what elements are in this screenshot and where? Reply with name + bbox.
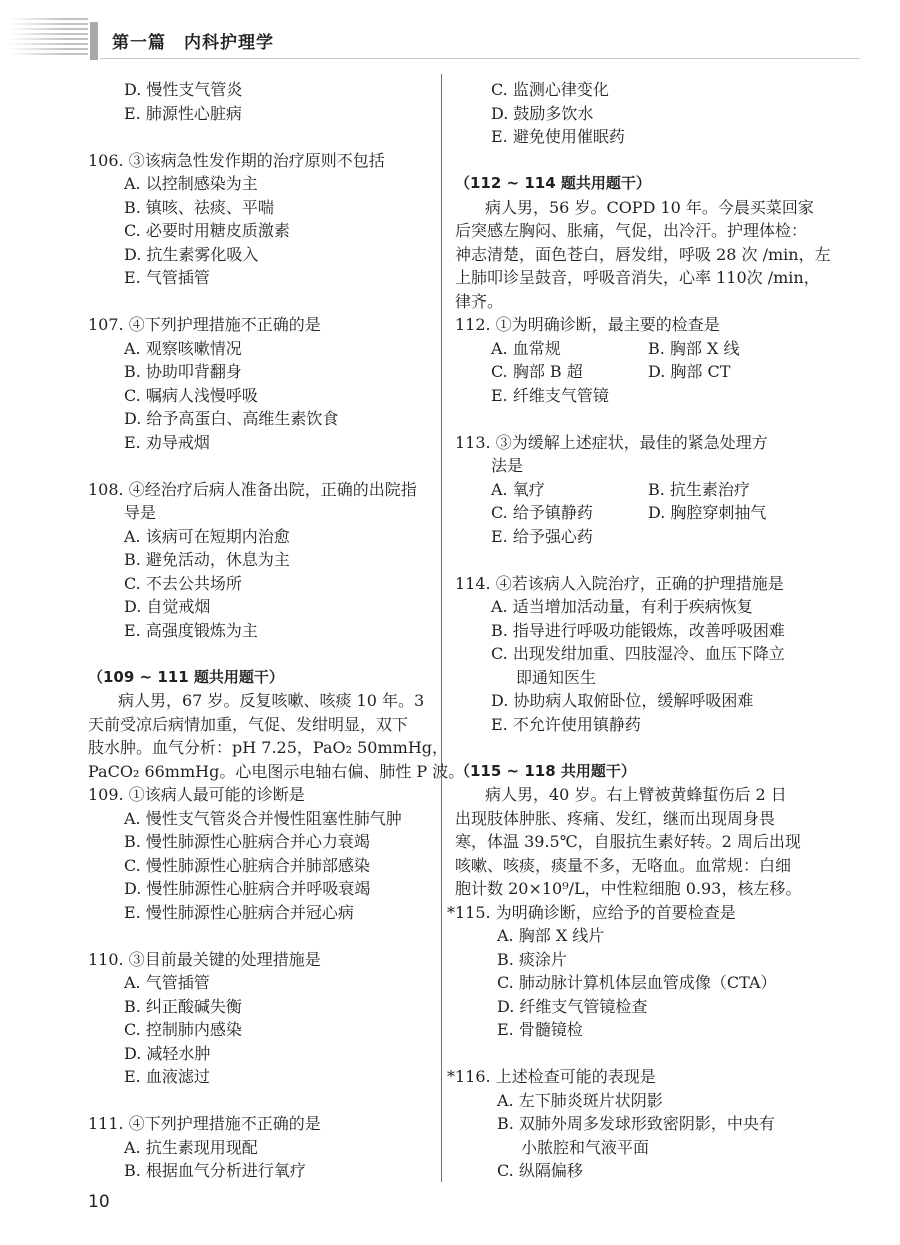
option: A. 观察咳嗽情况 [124, 338, 242, 358]
option-row [455, 360, 805, 384]
option: C. 给予镇静药 [491, 503, 593, 522]
option: B. 避免活动，休息为主 [124, 550, 290, 569]
option: E. 纤维支气管镜 [491, 385, 609, 405]
option: D. 给予高蛋白、高维生素饮食 [124, 409, 339, 428]
option: B. 双肺外周多发球形致密阴影，中央有 [497, 1114, 775, 1133]
option-cont: 小脓腔和气液平面 [521, 1137, 650, 1157]
option: D. 减轻水肿 [124, 1043, 211, 1063]
option: C. 不去公共场所 [124, 573, 242, 593]
option: D. 纤维支气管镜检查 [497, 996, 648, 1016]
option: A. 胸部 X 线片 [497, 926, 605, 945]
option-row [455, 501, 805, 525]
option: B. 镇咳、祛痰、平喘 [124, 197, 274, 217]
option: E. 慢性肺源性心脏病合并冠心病 [124, 902, 354, 922]
option: D. 胸部 CT [648, 362, 731, 381]
option: B. 胸部 X 线 [648, 338, 740, 358]
group-title-112-114: （112 ~ 114 题共用题干） [455, 174, 651, 192]
option: D. 自觉戒烟 [124, 597, 211, 616]
option: E. 给予强心药 [491, 526, 593, 546]
option: C. 出现发绀加重、四肢湿冷、血压下降立 [491, 644, 785, 663]
option-row [455, 478, 805, 502]
option: D. 慢性肺源性心脏病合并呼吸衰竭 [124, 879, 371, 898]
question-114: 114. ④若该病人入院治疗，正确的护理措施是 [455, 573, 784, 593]
option: C. 必要时用糖皮质激素 [124, 221, 290, 240]
option: E. 肺源性心脏病 [124, 103, 242, 123]
option: B. 痰涂片 [497, 949, 567, 969]
case-stem-line: 出现肢体肿胀、疼痛、发红，继而出现周身畏 [455, 808, 776, 828]
question-106: 106. ③该病急性发作期的治疗原则不包括 [88, 150, 385, 170]
case-stem-line: 寒，体温 39.5℃，自服抗生素好转。2 周后出现 [455, 832, 801, 851]
option: A. 该病可在短期内治愈 [124, 526, 290, 546]
case-stem-line: 病人男，67 岁。反复咳嗽、咳痰 10 年。3 [118, 691, 425, 710]
option: C. 纵隔偏移 [497, 1161, 583, 1180]
option: A. 氧疗 [491, 479, 545, 499]
question-116: *116. 上述检查可能的表现是 [447, 1067, 656, 1086]
question-115: *115. 为明确诊断，应给予的首要检查是 [447, 902, 736, 922]
option: E. 劝导戒烟 [124, 432, 210, 452]
option: C. 嘱病人浅慢呼吸 [124, 385, 258, 405]
case-stem-line: 病人男，40 岁。右上臂被黄蜂蜇伤后 2 日 [485, 785, 787, 804]
option: E. 骨髓镜检 [497, 1020, 583, 1039]
option: A. 左下肺炎斑片状阴影 [497, 1090, 663, 1110]
option: B. 指导进行呼吸功能锻炼，改善呼吸困难 [491, 620, 785, 640]
question-113: 113. ③为缓解上述症状，最佳的紧急处理方 [455, 432, 768, 452]
option: E. 气管插管 [124, 268, 210, 287]
option: A. 以控制感染为主 [124, 174, 258, 193]
option: D. 抗生素雾化吸入 [124, 244, 259, 264]
question-108: 108. ④经治疗后病人准备出院，正确的出院指 [88, 479, 417, 499]
option: C. 胸部 B 超 [491, 362, 583, 381]
case-stem-line: 咳嗽、咳痰，痰量不多，无咯血。血常规：白细 [455, 855, 792, 875]
option: A. 慢性支气管炎合并慢性阻塞性肺气肿 [124, 808, 402, 828]
option: D. 鼓励多饮水 [491, 103, 594, 123]
option: B. 抗生素治疗 [648, 479, 750, 499]
question-113-cont: 法是 [491, 456, 524, 475]
case-stem-line: 神志清楚，面色苍白，唇发绀，呼吸 28 次 /min，左 [455, 244, 831, 264]
option: C. 监测心律变化 [491, 80, 609, 99]
group-title-109-111: （109 ~ 111 题共用题干） [88, 667, 284, 686]
option: B. 纠正酸碱失衡 [124, 996, 242, 1016]
left-column [88, 78, 465, 1183]
page-header [0, 0, 900, 70]
question-108-cont: 导是 [124, 503, 157, 522]
case-stem-line: 后突感左胸闷、胀痛，气促，出冷汗。护理体检： [455, 221, 808, 240]
option: B. 慢性肺源性心脏病合并心力衰竭 [124, 832, 370, 851]
option: A. 抗生素现用现配 [124, 1137, 258, 1157]
option-cont: 即通知医生 [516, 667, 597, 687]
case-stem-line: 天前受凉后病情加重，气促、发绀明显，双下 [88, 714, 409, 734]
case-stem-line: 上肺叩诊呈鼓音，呼吸音消失，心率 110次 /min， [455, 268, 820, 287]
option: E. 血液滤过 [124, 1067, 210, 1086]
header-rule [100, 58, 860, 59]
option: B. 协助叩背翻身 [124, 362, 242, 381]
question-107: 107. ④下列护理措施不正确的是 [88, 315, 321, 334]
option: E. 高强度锻炼为主 [124, 620, 258, 640]
option: A. 适当增加活动量，有利于疾病恢复 [491, 597, 753, 616]
question-110: 110. ③目前最关键的处理措施是 [88, 949, 321, 969]
option: D. 胸腔穿刺抽气 [648, 503, 767, 522]
option: B. 根据血气分析进行氧疗 [124, 1161, 306, 1180]
header-stripes-decoration [8, 18, 88, 58]
option: D. 慢性支气管炎 [124, 80, 243, 99]
option: C. 控制肺内感染 [124, 1020, 242, 1039]
question-109: 109. ①该病人最可能的诊断是 [88, 785, 305, 804]
option: A. 血常规 [491, 338, 561, 358]
option: C. 慢性肺源性心脏病合并肺部感染 [124, 855, 370, 875]
option: C. 肺动脉计算机体层血管成像（CTA） [497, 973, 777, 992]
page-number: 10 [88, 1192, 110, 1212]
option: A. 气管插管 [124, 973, 210, 992]
case-stem-line: 律齐。 [455, 291, 504, 311]
question-111: 111. ④下列护理措施不正确的是 [88, 1114, 321, 1133]
case-stem-line: 病人男，56 岁。COPD 10 年。今晨买菜回家 [485, 197, 814, 217]
group-title-115-118: （115 ~ 118 共用题干） [455, 761, 636, 780]
right-column [447, 78, 831, 1183]
case-stem-line: PaCO₂ 66mmHg。心电图示电轴右偏、肺性 P 波。 [88, 761, 465, 781]
option: E. 不允许使用镇静药 [491, 714, 641, 734]
case-stem-line: 胞计数 20×10⁹/L，中性粒细胞 0.93，核左移。 [455, 879, 802, 898]
option: E. 避免使用催眠药 [491, 127, 625, 146]
case-stem-line: 肢水肿。血气分析：pH 7.25，PaO₂ 50mmHg， [88, 738, 449, 757]
option-row [455, 337, 805, 361]
question-112: 112. ①为明确诊断，最主要的检查是 [455, 315, 720, 334]
header-grey-block [90, 22, 98, 60]
running-header-title: 第一篇 内科护理学 [112, 33, 274, 53]
option: D. 协助病人取俯卧位，缓解呼吸困难 [491, 691, 754, 710]
